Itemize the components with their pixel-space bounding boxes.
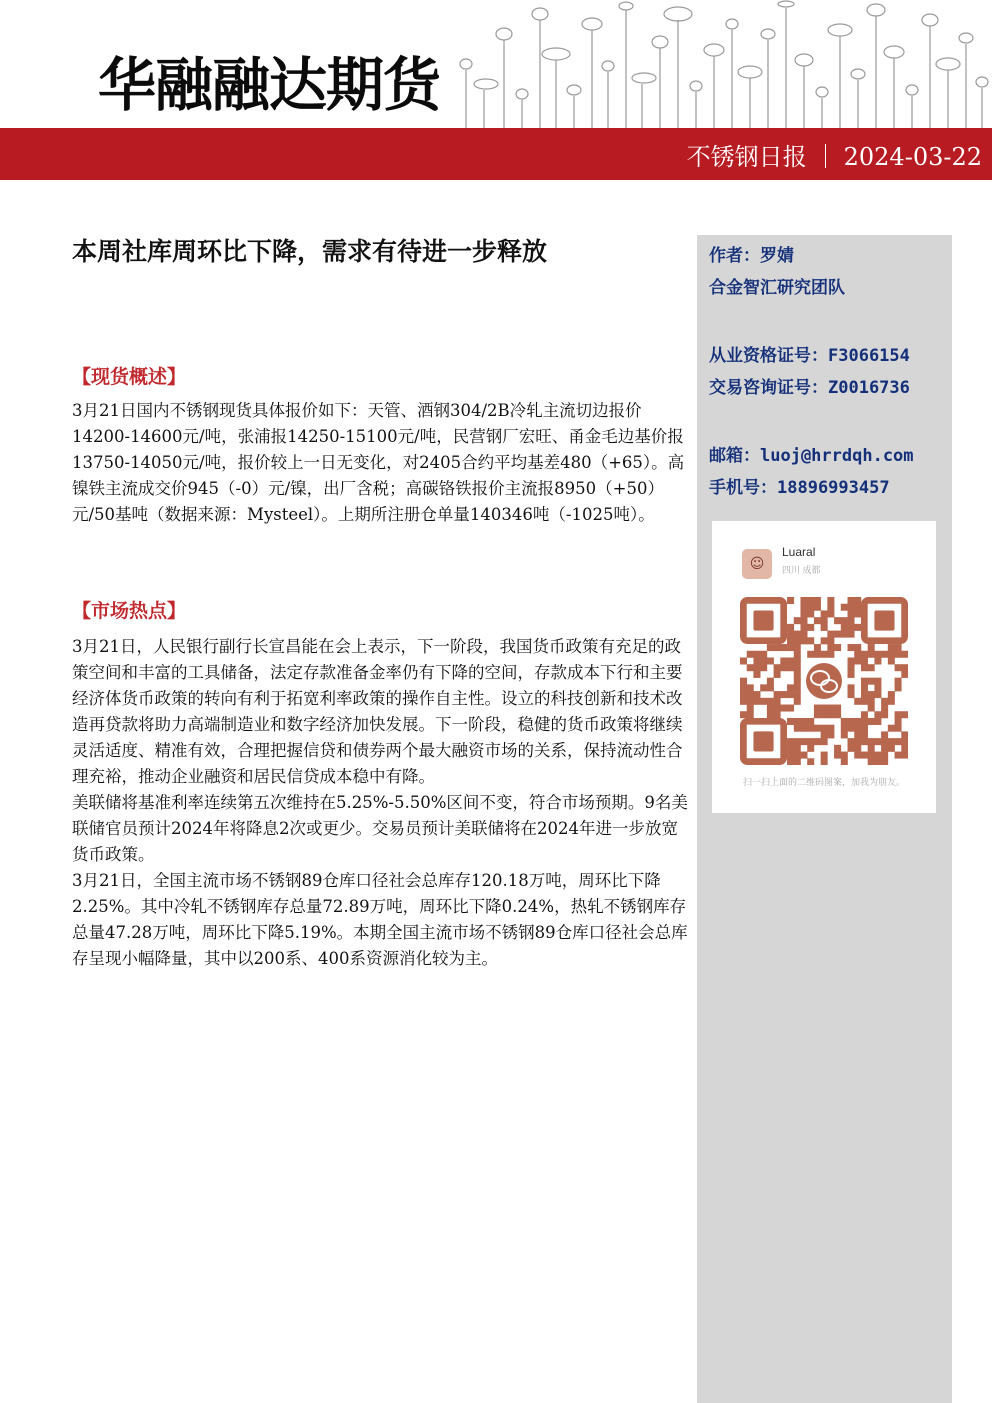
qr-module: [794, 664, 801, 671]
divider: [825, 144, 826, 168]
qr-module: [774, 671, 781, 678]
qr-module: [901, 738, 908, 745]
qr-module: [821, 725, 828, 732]
qr-module: [747, 664, 754, 671]
qr-module: [881, 705, 888, 712]
qr-module: [861, 691, 868, 698]
qr-module: [787, 705, 794, 712]
qr-module: [854, 610, 861, 617]
qr-module: [834, 745, 841, 752]
qr-module: [821, 738, 828, 745]
qr-module: [780, 691, 787, 698]
qr-module: [787, 637, 794, 644]
qr-module: [888, 698, 895, 705]
brand-logo-text: 华融融达期货: [98, 51, 441, 119]
qr-module: [881, 711, 888, 718]
author-phone: 手机号：18896993457: [709, 478, 890, 498]
qr-module: [747, 705, 754, 712]
qr-module: [780, 644, 787, 651]
qr-module: [827, 651, 834, 658]
qr-module: [821, 752, 828, 759]
qr-module: [827, 705, 834, 712]
qr-module: [780, 657, 787, 664]
qr-module: [807, 624, 814, 631]
qr-module: [814, 711, 821, 718]
qr-module: [807, 738, 814, 745]
qr-module: [814, 644, 821, 651]
qr-module: [767, 711, 774, 718]
qr-module: [868, 758, 875, 765]
qr-module: [827, 610, 834, 617]
research-team: 合金智汇研究团队: [709, 278, 845, 298]
qr-module: [774, 705, 781, 712]
qr-module: [774, 711, 781, 718]
qr-module: [848, 671, 855, 678]
qr-module: [854, 718, 861, 725]
qr-module: [794, 657, 801, 664]
qr-module: [861, 718, 868, 725]
qr-caption: 扫一扫上面的二维码图案，加我为朋友。: [742, 777, 905, 787]
author-email[interactable]: 邮箱：luoj@hrrdqh.com: [709, 446, 914, 466]
qr-module: [753, 671, 760, 678]
qr-module: [794, 738, 801, 745]
qr-module: [888, 738, 895, 745]
paragraph: 3月21日，全国主流市场不锈钢89仓库口径社会总库存120.18万吨，周环比下降2.25%。其中冷轧不锈钢库存总量72.89万吨，周环比下降0.24%，热轧不锈钢库存总量47.28万吨，周环比下降5.19%。本期全国主流市场不锈钢89仓库口径社会总库存呈现小幅降量，其中以200系、400系资源消化较为主。: [72, 871, 688, 968]
qr-module: [827, 725, 834, 732]
qr-module: [794, 678, 801, 685]
qr-module: [834, 644, 841, 651]
qr-module: [868, 752, 875, 759]
qr-module: [794, 752, 801, 759]
qr-module: [760, 698, 767, 705]
qr-module: [794, 671, 801, 678]
qr-module: [767, 705, 774, 712]
qr-module: [740, 657, 747, 664]
qr-module: [767, 698, 774, 705]
qr-module: [787, 691, 794, 698]
author-sidebar: [697, 235, 952, 1403]
qr-module: [814, 738, 821, 745]
qr-module: [807, 597, 814, 604]
qr-module: [753, 691, 760, 698]
qr-module: [787, 644, 794, 651]
qr-module: [848, 718, 855, 725]
qr-module: [800, 637, 807, 644]
qr-module: [827, 644, 834, 651]
qr-module: [848, 684, 855, 691]
qr-module: [827, 731, 834, 738]
qr-module: [814, 725, 821, 732]
qr-module: [827, 597, 834, 604]
qr-module: [895, 664, 902, 671]
qr-module: [821, 624, 828, 631]
qr-module: [868, 745, 875, 752]
qr-module: [841, 718, 848, 725]
qr-module: [760, 664, 767, 671]
qr-module: [874, 651, 881, 658]
qr-module: [794, 698, 801, 705]
qr-module: [760, 651, 767, 658]
qr-module: [821, 758, 828, 765]
qr-module: [848, 738, 855, 745]
qr-module: [787, 657, 794, 664]
qr-module: [794, 644, 801, 651]
qr-module: [787, 624, 794, 631]
qr-module: [848, 610, 855, 617]
qr-module: [740, 698, 747, 705]
qr-module: [834, 617, 841, 624]
qr-module: [854, 752, 861, 759]
qr-module: [740, 684, 747, 691]
qr-module: [848, 644, 855, 651]
qr-module: [747, 698, 754, 705]
qr-module: [807, 718, 814, 725]
qr-module: [895, 738, 902, 745]
qr-module: [800, 725, 807, 732]
qr-module: [848, 604, 855, 611]
decorative-pattern: [456, 0, 992, 128]
qr-module: [800, 738, 807, 745]
qr-module: [794, 637, 801, 644]
qr-module: [834, 705, 841, 712]
qr-module: [901, 664, 908, 671]
qr-module: [888, 644, 895, 651]
qr-module: [753, 657, 760, 664]
qr-module: [841, 624, 848, 631]
qr-module: [794, 745, 801, 752]
qr-module: [854, 731, 861, 738]
qr-module: [747, 651, 754, 658]
qr-contact-location: 四川 成都: [782, 565, 821, 575]
qr-module: [827, 604, 834, 611]
qr-module: [800, 752, 807, 759]
qr-module: [774, 698, 781, 705]
qr-module: [861, 678, 868, 685]
qr-module: [787, 684, 794, 691]
qr-module: [800, 617, 807, 624]
qr-module: [800, 718, 807, 725]
qr-module: [848, 617, 855, 624]
paragraph: 3月21日国内不锈钢现货具体报价如下：天管、酒钢304/2B冷轧主流切边报价14200-14600元/吨，张浦报14250-15100元/吨，民营钢厂宏旺、甬金毛边基价报13750-14050元/吨，报价较上一日无变化，对2405合约平均基差480（+65）。高镍铁主流成交价945（-0）元/镍，出厂含税；高碳铬铁报价主流报8950（+50）元/50基吨（数据来源：Mysteel）。上期所注册仓单量140346吨（-1025吨）。: [72, 401, 685, 524]
qr-module: [848, 745, 855, 752]
qr-module: [901, 711, 908, 718]
qr-module: [814, 597, 821, 604]
qr-module: [861, 731, 868, 738]
qr-module: [881, 731, 888, 738]
qr-module: [787, 631, 794, 638]
qr-module: [747, 684, 754, 691]
qr-module: [861, 657, 868, 664]
qr-module: [881, 758, 888, 765]
qr-module: [834, 711, 841, 718]
qr-module: [861, 711, 868, 718]
qr-module: [807, 745, 814, 752]
qr-module: [868, 698, 875, 705]
qr-module: [794, 617, 801, 624]
qr-module: [868, 691, 875, 698]
qr-module: [854, 657, 861, 664]
qr-module: [787, 597, 794, 604]
qr-module: [874, 718, 881, 725]
report-date: 2024-03-22: [843, 143, 982, 171]
qr-module: [874, 691, 881, 698]
qr-module: [841, 758, 848, 765]
qr-module: [774, 691, 781, 698]
qr-module: [895, 725, 902, 732]
qr-module: [874, 752, 881, 759]
qr-module: [848, 664, 855, 671]
qr-module: [888, 651, 895, 658]
qr-module: [800, 610, 807, 617]
qr-module: [861, 651, 868, 658]
qr-module: [807, 758, 814, 765]
qr-module: [881, 745, 888, 752]
qr-module: [868, 651, 875, 658]
qr-module: [760, 657, 767, 664]
qr-module: [753, 698, 760, 705]
qr-module: [787, 664, 794, 671]
qr-module: [861, 725, 868, 732]
qr-module: [848, 657, 855, 664]
qr-module: [854, 651, 861, 658]
qr-module: [834, 631, 841, 638]
qr-module: [868, 705, 875, 712]
qr-module: [787, 752, 794, 759]
qr-module: [814, 651, 821, 658]
qr-module: [861, 684, 868, 691]
qr-module: [747, 711, 754, 718]
qr-module: [861, 664, 868, 671]
qr-module: [861, 752, 868, 759]
qr-module: [868, 644, 875, 651]
qr-module: [774, 664, 781, 671]
paragraph: 3月21日，人民银行副行长宣昌能在会上表示，下一阶段，我国货币政策有充足的政策空间和丰富的工具储备，法定存款准备金率仍有下降的空间，存款成本下行和主要经济体货币政策的转向有利于拓宽利率政策的操作自主性。设立的科技创新和技术改造再贷款将助力高端制造业和数字经济加快发展。下一阶段，稳健的货币政策将继续灵活适度、精准有效，合理把握信贷和债券两个最大融资市场的关系，保持流动性合理充裕，推动企业融资和居民信贷成本稳中有降。: [72, 637, 683, 786]
report-header-bar: [0, 128, 992, 180]
qr-module: [747, 691, 754, 698]
qr-module: [895, 651, 902, 658]
qr-module: [821, 711, 828, 718]
section-body-spot: [72, 398, 690, 528]
qr-module: [854, 698, 861, 705]
qr-module: [901, 671, 908, 678]
qr-module: [821, 617, 828, 624]
consulting-license: 交易咨询证号：Z0016736: [709, 378, 910, 398]
qr-contact-name: Luaral: [782, 545, 816, 559]
qr-module: [807, 651, 814, 658]
qr-module: [895, 684, 902, 691]
qr-module: [767, 678, 774, 685]
wechat-qr-card: [712, 521, 936, 813]
section-title-spot: 【现货概述】: [72, 366, 187, 388]
qr-module: [807, 725, 814, 732]
qr-module: [753, 664, 760, 671]
qr-module: [854, 725, 861, 732]
qr-module: [780, 664, 787, 671]
qr-finder-center: [753, 610, 773, 630]
qr-module: [740, 691, 747, 698]
qr-module: [854, 738, 861, 745]
qr-module: [888, 745, 895, 752]
avatar: ☺: [742, 549, 772, 579]
qr-module: [821, 610, 828, 617]
qr-module: [800, 631, 807, 638]
qr-module: [767, 644, 774, 651]
qr-module: [881, 738, 888, 745]
qr-module: [854, 624, 861, 631]
qr-module: [861, 698, 868, 705]
wechat-icon: [806, 663, 842, 699]
qr-module: [841, 631, 848, 638]
qr-module: [874, 758, 881, 765]
qr-finder-center: [874, 610, 894, 630]
qr-module: [841, 731, 848, 738]
qr-module: [895, 644, 902, 651]
qr-module: [881, 651, 888, 658]
qr-module: [901, 651, 908, 658]
qr-finder-center: [753, 731, 773, 751]
qr-module: [888, 657, 895, 664]
qr-code: [740, 597, 908, 765]
qr-module: [800, 604, 807, 611]
qr-module: [848, 624, 855, 631]
qr-module: [827, 637, 834, 644]
qr-module: [868, 664, 875, 671]
qr-module: [807, 610, 814, 617]
qr-module: [780, 705, 787, 712]
qr-module: [841, 604, 848, 611]
report-headline: 本周社库周环比下降，需求有待进一步释放: [72, 237, 548, 266]
qr-module: [881, 698, 888, 705]
qr-module: [848, 725, 855, 732]
qr-module: [821, 651, 828, 658]
qr-module: [827, 631, 834, 638]
qr-module: [854, 745, 861, 752]
qr-module: [794, 725, 801, 732]
qr-module: [821, 705, 828, 712]
qr-module: [901, 731, 908, 738]
qr-module: [760, 684, 767, 691]
qr-module: [868, 678, 875, 685]
qr-module: [901, 752, 908, 759]
qr-module: [854, 644, 861, 651]
qr-module: [874, 678, 881, 685]
qr-module: [814, 705, 821, 712]
qr-module: [787, 758, 794, 765]
qr-module: [794, 631, 801, 638]
section-title-hotspot: 【市场热点】: [72, 600, 187, 622]
qr-module: [794, 684, 801, 691]
qr-module: [827, 711, 834, 718]
qr-module: [821, 731, 828, 738]
section-body-hotspot: [72, 634, 690, 972]
author-name: 作者：罗婧: [709, 246, 794, 266]
practice-license: 从业资格证号：F3066154: [709, 346, 910, 366]
qr-module: [814, 617, 821, 624]
qr-module: [854, 597, 861, 604]
qr-module: [868, 738, 875, 745]
qr-module: [895, 678, 902, 685]
paragraph: 美联储将基准利率连续第五次维持在5.25%-5.50%区间不变，符合市场预期。9名美联储官员预计2024年将降息2次或更少。交易员预计美联储将在2024年进一步放宽货币政策。: [72, 793, 688, 864]
qr-module: [800, 597, 807, 604]
qr-module: [895, 718, 902, 725]
qr-module: [834, 752, 841, 759]
qr-module: [767, 684, 774, 691]
qr-module: [888, 691, 895, 698]
qr-module: [895, 711, 902, 718]
qr-module: [868, 718, 875, 725]
qr-module: [787, 738, 794, 745]
qr-module: [881, 752, 888, 759]
qr-module: [794, 691, 801, 698]
qr-module: [814, 604, 821, 611]
qr-module: [874, 657, 881, 664]
qr-module: [888, 725, 895, 732]
qr-module: [821, 637, 828, 644]
qr-module: [807, 604, 814, 611]
qr-module: [848, 597, 855, 604]
qr-module: [807, 637, 814, 644]
report-type: 不锈钢日报: [686, 143, 807, 171]
qr-module: [841, 617, 848, 624]
qr-module: [740, 678, 747, 685]
qr-module: [774, 644, 781, 651]
qr-module: [753, 651, 760, 658]
qr-module: [861, 738, 868, 745]
qr-module: [787, 718, 794, 725]
qr-module: [841, 752, 848, 759]
qr-module: [841, 725, 848, 732]
qr-module: [848, 691, 855, 698]
qr-module: [874, 684, 881, 691]
qr-module: [901, 745, 908, 752]
qr-module: [800, 624, 807, 631]
qr-module: [767, 657, 774, 664]
qr-module: [895, 752, 902, 759]
qr-module: [848, 631, 855, 638]
qr-module: [740, 711, 747, 718]
qr-module: [874, 738, 881, 745]
qr-module: [874, 711, 881, 718]
qr-module: [794, 718, 801, 725]
qr-module: [854, 604, 861, 611]
qr-module: [794, 651, 801, 658]
qr-module: [794, 758, 801, 765]
qr-module: [787, 745, 794, 752]
